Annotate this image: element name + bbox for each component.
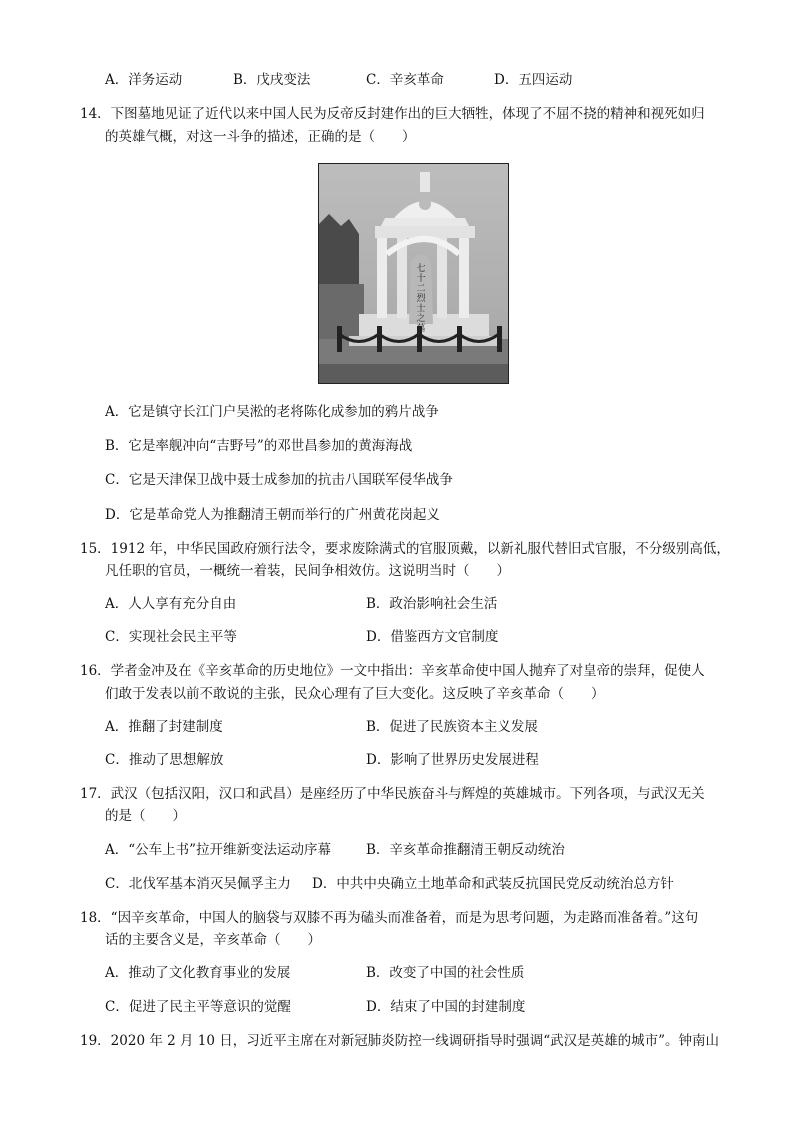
- q14-stem-line1: 14．下图墓地见证了近代以来中国人民为反帝反封建作出的巨大牺牲，体现了不屈不挠的精神和视死如归: [80, 106, 705, 122]
- q18-option-a: A．推动了文化教育事业的发展: [105, 965, 291, 981]
- q16-stem-line2: 们敢于发表以前不敢说的主张，民众心理有了巨大变化。这反映了辛亥革命（ ）: [105, 686, 605, 702]
- monument-photo: [318, 163, 509, 384]
- q15-option-d: D．借鉴西方文官制度: [366, 629, 499, 645]
- q17-option-b: B．辛亥革命推翻清王朝反动统治: [366, 842, 565, 858]
- q14-option-c: C．它是天津保卫战中聂士成参加的抗击八国联军侵华战争: [105, 472, 453, 488]
- q14-stem-line2: 的英雄气概，对这一斗争的描述，正确的是（ ）: [105, 129, 416, 145]
- q13-option-a: A．洋务运动: [105, 72, 183, 88]
- q15-option-a: A．人人享有充分自由: [105, 596, 237, 612]
- q19-stem-line1: 19．2020 年 2 月 10 日，习近平主席在对新冠肺炎防控一线调研指导时强调“武汉是英雄的城市”。钟南山: [80, 1033, 720, 1049]
- q18-option-d: D．结束了中国的封建制度: [366, 999, 526, 1015]
- q13-option-d: D．五四运动: [494, 72, 573, 88]
- q15-stem-line1: 15．1912 年，中华民国政府颁行法令，要求废除满式的官服顶戴，以新礼服代替旧式官服，不分级别高低，: [80, 541, 730, 557]
- monument-inscription: 七十二烈士之墓: [416, 264, 426, 334]
- monument-illustration: [319, 164, 508, 383]
- q17-stem-line1: 17．武汉（包括汉阳，汉口和武昌）是座经历了中华民族奋斗与辉煌的英雄城市。下列各项，与武汉无关: [80, 786, 705, 802]
- q18-stem-line1: 18．“因辛亥革命，中国人的脑袋与双膝不再为磕头而准备着，而是为思考问题，为走路而准备着。”这句: [80, 910, 699, 926]
- q15-option-b: B．政治影响社会生活: [366, 596, 498, 612]
- q14-option-b: B．它是率舰冲向“吉野号”的邓世昌参加的黄海海战: [105, 438, 413, 454]
- q16-option-b: B．促进了民族资本主义发展: [366, 719, 538, 735]
- q18-option-c: C．促进了民主平等意识的觉醒: [105, 999, 291, 1015]
- q17-option-d: D．中共中央确立土地革命和武装反抗国民党反动统治总方针: [312, 876, 674, 892]
- q14-option-a: A．它是镇守长江门户吴淞的老将陈化成参加的鸦片战争: [105, 404, 439, 420]
- q16-stem-line1: 16．学者金冲及在《辛亥革命的历史地位》一文中指出：辛亥革命使中国人抛弃了对皇帝的崇拜，促使人: [80, 663, 705, 679]
- q15-stem-line2: 凡任职的官员，一概统一着装，民间争相效仿。这说明当时（ ）: [105, 563, 510, 579]
- q16-option-a: A．推翻了封建制度: [105, 719, 223, 735]
- q18-stem-line2: 话的主要含义是，辛亥革命（ ）: [105, 932, 321, 948]
- q14-option-d: D．它是革命党人为推翻清王朝而举行的广州黄花岗起义: [105, 507, 440, 523]
- q16-option-d: D．影响了世界历史发展进程: [366, 752, 539, 768]
- q13-option-c: C．辛亥革命: [366, 72, 444, 88]
- q18-option-b: B．改变了中国的社会性质: [366, 965, 525, 981]
- q17-option-c: C．北伐军基本消灭吴佩孚主力: [105, 876, 291, 892]
- q16-option-c: C．推动了思想解放: [105, 752, 224, 768]
- q13-option-b: B．戊戌变法: [233, 72, 311, 88]
- q17-option-a: A．“公车上书”拉开维新变法运动序幕: [105, 842, 332, 858]
- q15-option-c: C．实现社会民主平等: [105, 629, 237, 645]
- q17-stem-line2: 的是（ ）: [105, 808, 186, 824]
